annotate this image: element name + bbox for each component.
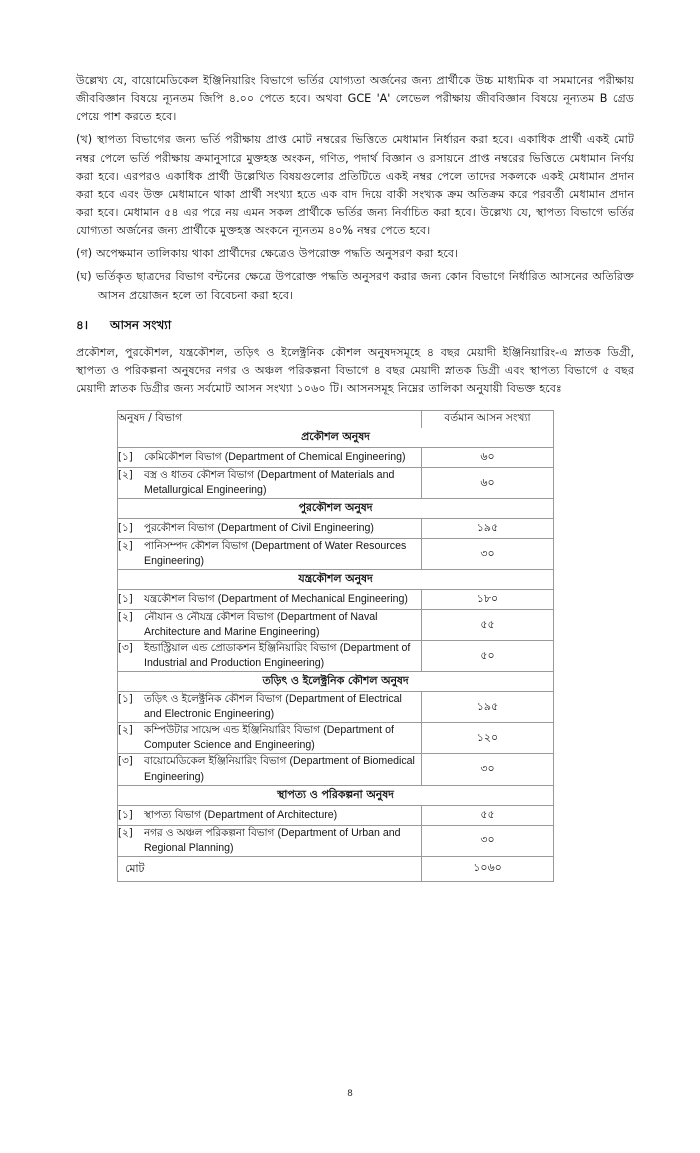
faculty-name: যন্ত্রকৌশল অনুষদ xyxy=(118,570,554,590)
seats-table-container xyxy=(117,410,553,882)
department-name xyxy=(144,723,421,753)
department-cell xyxy=(118,825,422,856)
department-name-en: (Department of Naval Architecture and Marine Engineering) xyxy=(144,611,378,639)
department-name-en: (Department of Urban and Regional Planning) xyxy=(144,826,401,854)
department-name xyxy=(144,692,421,722)
faculty-name: পুরকৌশল অনুষদ xyxy=(118,499,554,519)
department-name xyxy=(144,826,421,856)
department-name-bn: কেমিকৌশল বিভাগ xyxy=(144,451,225,464)
faculty-header-row xyxy=(118,785,554,805)
department-name xyxy=(144,641,421,671)
seat-count: ৬০ xyxy=(422,468,554,499)
table-row xyxy=(118,805,554,825)
row-index: [২] xyxy=(118,469,133,482)
column-header-seats: বর্তমান আসন সংখ্যা xyxy=(422,411,554,429)
department-cell xyxy=(118,805,422,825)
table-row xyxy=(118,590,554,610)
seat-count: ১৯৫ xyxy=(422,519,554,539)
department-name-bn: নগর ও অঞ্চল পরিকল্পনা বিভাগ xyxy=(144,826,278,839)
paragraph-clause-gha: (ঘ) ভর্তিকৃত ছাত্রদের বিভাগ বন্টনের ক্ষেত্রে উপরোক্ত পদ্ধতি অনুসরণ করার জন্য কোন বিভাগে নির্ধারিত আসনের অতিরিক্ত আসন প্রয়োজন হলে তা বিবেচনা করা হবে। xyxy=(76,270,634,302)
seat-count: ১৮০ xyxy=(422,590,554,610)
department-name xyxy=(144,592,421,607)
row-index: [৩] xyxy=(118,642,133,655)
department-cell xyxy=(118,754,422,785)
department-name-en: (Department of Computer Science and Engineering) xyxy=(144,724,394,752)
seat-count: ৫০ xyxy=(422,641,554,672)
row-index: [১] xyxy=(118,451,133,464)
table-row xyxy=(118,448,554,468)
seat-count: ৩০ xyxy=(422,539,554,570)
department-name-en: (Department of Industrial and Production Engineering) xyxy=(144,642,411,670)
seat-count: ৫৫ xyxy=(422,610,554,641)
department-name xyxy=(144,754,421,784)
faculty-header-row xyxy=(118,499,554,519)
department-name xyxy=(144,450,421,465)
faculty-name: তড়িৎ ও ইলেক্ট্রনিক কৌশল অনুষদ xyxy=(118,672,554,692)
total-value: ১০৬০ xyxy=(422,856,554,881)
department-cell xyxy=(118,590,422,610)
seat-count: ১৯৫ xyxy=(422,692,554,723)
department-cell xyxy=(118,468,422,499)
department-cell xyxy=(118,723,422,754)
table-row xyxy=(118,519,554,539)
department-name-bn: পুরকৌশল বিভাগ xyxy=(144,522,218,535)
table-row xyxy=(118,610,554,641)
row-index: [২] xyxy=(118,724,133,737)
department-name-bn: তড়িৎ ও ইলেক্ট্রনিক কৌশল বিভাগ xyxy=(144,693,286,706)
department-name xyxy=(144,521,421,536)
faculty-header-row xyxy=(118,570,554,590)
department-cell xyxy=(118,519,422,539)
department-name xyxy=(144,610,421,640)
page-number: 8 xyxy=(347,1088,353,1099)
paragraph-clause-ga: (গ) অপেক্ষমান তালিকায় থাকা প্রার্থীদের ক্ষেত্রেও উপরোক্ত পদ্ধতি অনুসরণ করা হবে। xyxy=(76,247,459,261)
row-index: [১] xyxy=(118,593,133,606)
department-name-bn: বায়োমেডিকেল ইঞ্জিনিয়ারিং বিভাগ xyxy=(144,755,290,768)
department-name-bn: নৌযান ও নৌযন্ত্র কৌশল বিভাগ xyxy=(144,611,277,624)
row-index: [১] xyxy=(118,522,133,535)
faculty-name: স্থাপত্য ও পরিকল্পনা অনুষদ xyxy=(118,785,554,805)
department-name-en: (Department of Mechanical Engineering) xyxy=(217,593,408,606)
column-header-department: অনুষদ / বিভাগ xyxy=(118,411,422,429)
department-name-bn: বস্ত্র ও ধাতব কৌশল বিভাগ xyxy=(144,469,258,482)
page-content xyxy=(76,72,634,882)
row-index: [২] xyxy=(118,611,133,624)
table-row xyxy=(118,692,554,723)
seat-count: ৫৫ xyxy=(422,805,554,825)
department-name-en: (Department of Materials and Metallurgical Engineering) xyxy=(144,469,395,497)
table-row xyxy=(118,825,554,856)
table-row xyxy=(118,723,554,754)
table-row xyxy=(118,641,554,672)
table-row xyxy=(118,754,554,785)
department-name xyxy=(144,808,421,823)
paragraph-note-biomedical: উল্লেখ্য যে, বায়োমেডিকেল ইঞ্জিনিয়ারিং বিভাগে ভর্তির যোগ্যতা অর্জনের জন্য প্রার্থীকে উচ্চ মাধ্যমিক বা সমমানের পরীক্ষায় জীববিজ্ঞান বিষয়ে ন্যূনতম জিপি ৪.০০ পেতে হবে। অথবা GCE 'A' লেভেল পরীক্ষায় জীববিজ্ঞান বিষয়ে নূন্যতম B গ্রেড পেয়ে পাশ করতে হবে। xyxy=(76,74,634,124)
table-row xyxy=(118,468,554,499)
table-total-row xyxy=(118,856,554,881)
department-name xyxy=(144,468,421,498)
department-name-bn: ইন্ডাস্ট্রিয়াল এন্ড প্রোডাকশন ইঞ্জিনিয়ারিং বিভাগ xyxy=(144,642,340,655)
department-name-en: (Department of Civil Engineering) xyxy=(217,522,374,535)
table-header-row xyxy=(118,411,554,429)
department-cell xyxy=(118,641,422,672)
seat-count: ৬০ xyxy=(422,448,554,468)
department-cell xyxy=(118,610,422,641)
department-name-en: (Department of Chemical Engineering) xyxy=(224,451,406,464)
department-cell xyxy=(118,692,422,723)
department-name-en: (Department of Water Resources Engineering) xyxy=(144,540,407,568)
row-index: [১] xyxy=(118,808,133,821)
paragraph-clause-kha: (খ) স্থাপত্য বিভাগের জন্য ভর্তি পরীক্ষায় প্রাপ্ত মোট নম্বরের ভিত্তিতে মেধামান নির্ধারন করা হবে। একাধিক প্রার্থী একই মোট নম্বর পেলে ভর্তি পরীক্ষায় ক্রমানুসারে মুক্তহস্ত অংকন, গণিত, পদার্থ বিজ্ঞান ও রসায়নে প্রাপ্ত নম্বরের ভিত্তিতে মেধামান নির্ণয় করা হবে। এরপরও একাধিক প্রার্থী উল্লেখিত বিষয়গুলোর প্রতিটিতে একই নম্বর পেলে তাদের সকলকে একই মেধামান প্রদান করা হবে এবং উক্ত মেধামানে থাকা প্রার্থী সংখ্যা হতে এক বাদ দিয়ে বাকী সংখ্যক ক্রম অতিক্রম করে পরবর্তী মেধামান প্রদান করা হবে। মেধামান ৫৪ এর পরে নয় এমন সকল প্রার্থীকে ভর্তির জন্য নির্বাচিত করা হবে। উল্লেখ্য যে, স্থাপত্য বিভাগে ভর্তির যোগ্যতা অর্জনের জন্য প্রার্থীকে মুক্তহস্ত অংকনে ন্যূনতম ৪০% নম্বর পেতে হবে। xyxy=(76,133,634,238)
row-index: [৩] xyxy=(118,755,133,768)
department-name-bn: স্থাপত্য বিভাগ xyxy=(144,808,205,821)
table-row xyxy=(118,539,554,570)
section-heading xyxy=(76,317,634,337)
department-name-en: (Department of Architecture) xyxy=(204,808,338,821)
department-name-en: (Department of Electrical and Electronic Engineering) xyxy=(144,693,402,721)
row-index: [২] xyxy=(118,826,133,839)
department-cell xyxy=(118,448,422,468)
department-cell xyxy=(118,539,422,570)
seat-count: ৩০ xyxy=(422,825,554,856)
faculty-header-row xyxy=(118,672,554,692)
department-name xyxy=(144,539,421,569)
section-number: ৪। xyxy=(76,317,89,332)
total-label: মোট xyxy=(118,856,422,881)
department-name-bn: কম্পিউটার সায়েন্স এন্ড ইঞ্জিনিয়ারিং বিভাগ xyxy=(144,724,324,737)
seat-count: ৩০ xyxy=(422,754,554,785)
faculty-header-row xyxy=(118,428,554,448)
faculty-name: প্রকৌশল অনুষদ xyxy=(118,428,554,448)
department-name-bn: পানিসম্পদ কৌশল বিভাগ xyxy=(144,540,252,553)
seat-count: ১২০ xyxy=(422,723,554,754)
section-title: আসন সংখ্যা xyxy=(110,317,172,332)
section-intro-paragraph: প্রকৌশল, পুরকৌশল, যন্ত্রকৌশল, তড়িৎ ও ইলেক্ট্রনিক কৌশল অনুষদসমূহে ৪ বছর মেয়াদী ইঞ্জিনিয়ারিং-এ স্নাতক ডিগ্রী, স্থাপত্য ও পরিকল্পনা অনুষদের নগর ও অঞ্চল পরিকল্পনা বিভাগে ৪ বছর মেয়াদী স্নাতক ডিগ্রী এবং স্থাপত্য বিভাগে ৫ বছর মেয়াদী স্নাতক ডিগ্রীর জন্য সর্বমোট আসন সংখ্যা ১০৬০ টি। আসনসমূহ নিম্নের তালিকা অনুযায়ী বিভক্ত হবেঃ xyxy=(76,345,634,395)
department-name-en: (Department of Biomedical Engineering) xyxy=(144,755,415,783)
row-index: [১] xyxy=(118,693,133,706)
department-name-bn: যন্ত্রকৌশল বিভাগ xyxy=(144,593,218,606)
seats-table xyxy=(117,410,554,882)
row-index: [২] xyxy=(118,540,133,553)
